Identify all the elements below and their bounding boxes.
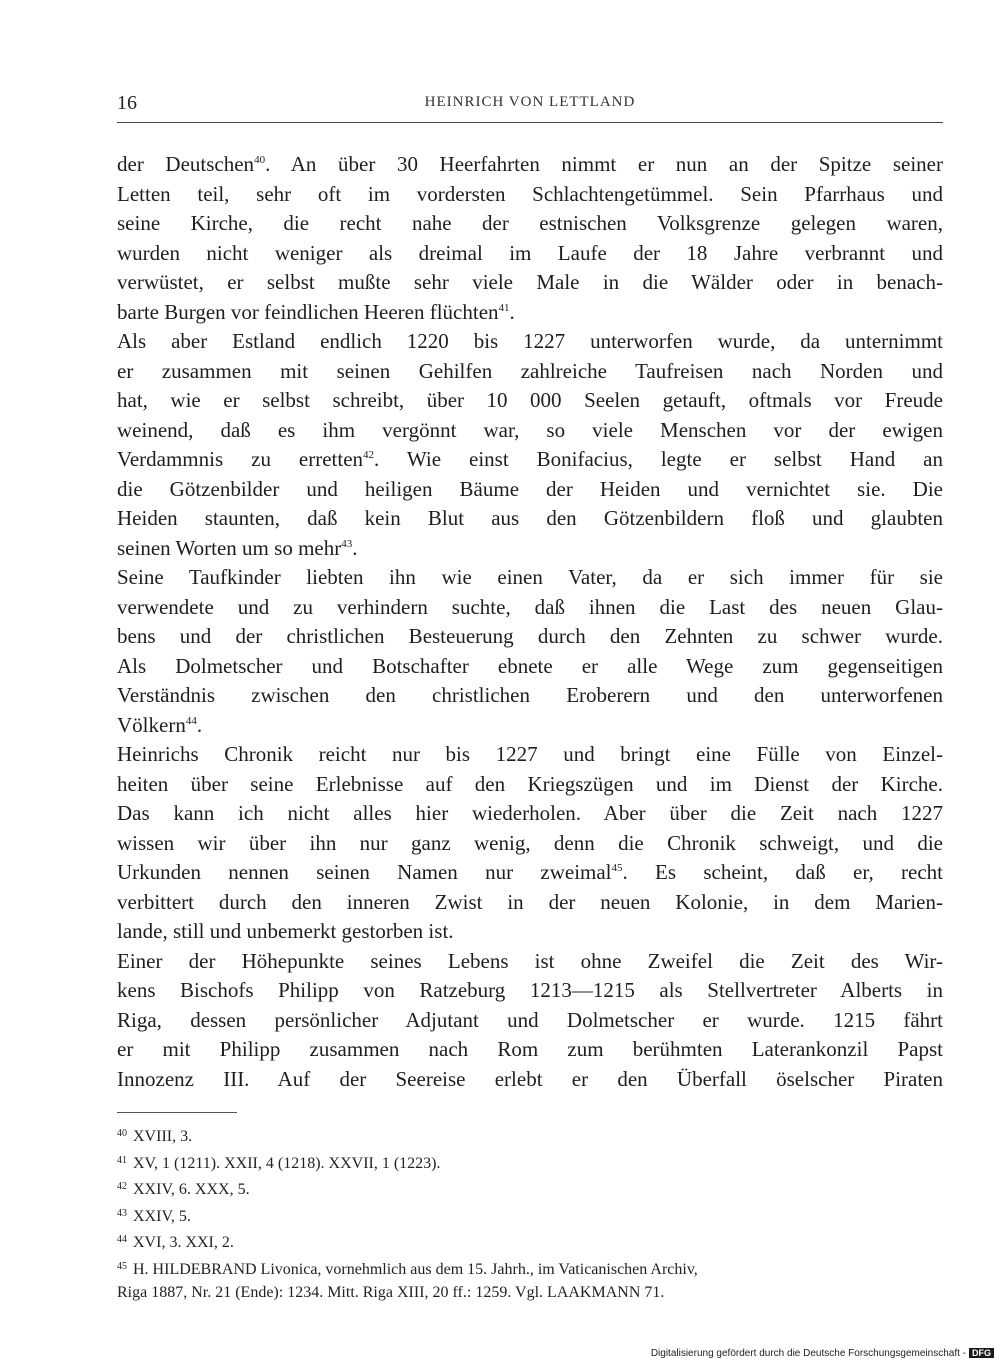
footnote xyxy=(117,1255,943,1282)
footnote-mark: 41 xyxy=(117,1154,127,1166)
footnote xyxy=(117,1202,943,1229)
page-header xyxy=(117,88,943,116)
footnote-ref[interactable]: 40 xyxy=(254,154,266,166)
footnote-text: XXIV, 6. XXX, 5. xyxy=(133,1181,250,1198)
text-line: Riga, dessen persönlicher Adjutant und Dolmetscher er wurde. 1215 fährt xyxy=(117,1007,943,1032)
text-line: weinend, daß es ihm vergönnt war, so viele Menschen vor der ewigen xyxy=(117,417,943,442)
footnote-mark: 40 xyxy=(117,1128,127,1139)
dfg-logo: DFG xyxy=(969,1348,994,1358)
text-line: Urkunden nennen seinen Namen nur zweimal$^{45}$. Es scheint, daß er, recht xyxy=(117,860,943,884)
footnote-mark: 44 xyxy=(117,1234,127,1245)
text-line: verbittert durch den inneren Zwist in der neuen Kolonie, in dem Marien- xyxy=(117,889,943,914)
text-line: heiten über seine Erlebnisse auf den Kriegszügen und im Dienst der Kirche. xyxy=(117,771,943,796)
footnote xyxy=(117,1175,943,1202)
footnote-text: XVI, 3. XXI, 2. xyxy=(133,1234,234,1251)
text-line: Verdammnis zu erretten$^{42}$. Wie einst Bonifacius, legte er selbst Hand an xyxy=(117,447,944,471)
body-text xyxy=(117,150,943,1094)
text-line: barte Burgen vor feindlichen Heeren flüchten$^{41}$. xyxy=(117,299,515,324)
page-number: 16 xyxy=(117,92,137,114)
text-line: lande, still und unbemerkt gestorben ist. xyxy=(117,919,454,943)
footnote-mark: 43 xyxy=(117,1207,127,1219)
footnote xyxy=(117,1149,943,1176)
text-line: Das kann ich nicht alles hier wiederholen. Aber über die Zeit nach 1227 xyxy=(117,801,943,825)
text-line: Als Dolmetscher und Botschafter ebnete er alle Wege zum gegenseitigen xyxy=(117,653,943,678)
text-line: Völkern$^{44}$. xyxy=(117,712,203,737)
footnote-ref[interactable]: 44 xyxy=(185,714,197,727)
header-rule xyxy=(117,122,943,123)
footnote-rule xyxy=(117,1112,237,1113)
text-line: bens und der christlichen Besteuerung durch den Zehnten zu schwer wurde. xyxy=(117,624,943,648)
text-line: seinen Worten um so mehr$^{43}$. xyxy=(117,535,358,560)
text-line: Seine Taufkinder liebten ihn wie einen Vater, da er sich immer für sie xyxy=(117,565,943,589)
footnote xyxy=(117,1122,943,1149)
text-line: verwüstet, er selbst mußte sehr viele Male in die Wälder oder in benach- xyxy=(117,270,943,294)
text-line: Heiden staunten, daß kein Blut aus den Götzenbildern floß und glaubten xyxy=(117,506,943,530)
text-line: Einer der Höhepunkte seines Lebens ist ohne Zweifel die Zeit des Wir- xyxy=(117,948,943,973)
footnote-ref[interactable]: 45 xyxy=(611,862,623,874)
digitization-credit xyxy=(651,1348,994,1362)
text-line: Letten teil, sehr oft im vordersten Schlachtengetümmel. Sein Pfarrhaus und xyxy=(117,181,943,206)
text-line: wissen wir über ihn nur ganz wenig, denn die Chronik schweigt, und die xyxy=(117,830,943,855)
footnote-text: H. HILDEBRAND Livonica, vornehmlich aus dem 15. Jahrh., im Vaticanischen Archiv, xyxy=(133,1260,698,1278)
footnotes xyxy=(117,1122,943,1305)
text-line: Verständnis zwischen den christlichen Eroberern und den unterworfenen xyxy=(117,683,943,707)
text-line: er zusammen mit seinen Gehilfen zahlreiche Taufreisen nach Norden und xyxy=(117,358,943,383)
footnote-text: XV, 1 (1211). XXII, 4 (1218). XXVII, 1 (1223). xyxy=(133,1154,441,1172)
footnote-text: XVIII, 3. xyxy=(133,1128,193,1145)
footnote-mark: 45 xyxy=(117,1260,127,1272)
footnote-continuation: Riga 1887, Nr. 21 (Ende): 1234. Mitt. Riga XIII, 20 ff.: 1259. Vgl. LAAKMANN 71. xyxy=(117,1284,665,1301)
text-line: die Götzenbilder und heiligen Bäume der Heiden und vernichtet sie. Die xyxy=(117,476,943,501)
credit-text: Digitalisierung gefördert durch die Deutsche Forschungsgemeinschaft - xyxy=(650,1348,966,1359)
footnote-mark: 42 xyxy=(117,1181,127,1192)
text-line: Heinrichs Chronik reicht nur bis 1227 und bringt eine Fülle von Einzel- xyxy=(117,742,943,766)
footnote-ref[interactable]: 42 xyxy=(363,449,375,461)
text-line: kens Bischofs Philipp von Ratzeburg 1213—1215 als Stellvertreter Alberts in xyxy=(117,978,943,1002)
text-line: verwendete und zu verhindern suchte, daß ihnen die Last des neuen Glau- xyxy=(117,594,943,619)
text-line: wurden nicht weniger als dreimal im Laufe der 18 Jahre verbrannt und xyxy=(117,240,943,265)
text-line: Innozenz III. Auf der Seereise erlebt er den Überfall öselscher Piraten xyxy=(117,1066,943,1091)
text-line: hat, wie er selbst schreibt, über 10 000 Seelen getauft, oftmals vor Freude xyxy=(117,388,943,412)
footnote-ref[interactable]: 43 xyxy=(341,537,353,550)
text-line: Als aber Estland endlich 1220 bis 1227 unterworfen wurde, da unternimmt xyxy=(117,329,943,353)
footnote-ref[interactable]: 41 xyxy=(498,301,510,314)
text-line: seine Kirche, die recht nahe der estnischen Volksgrenze gelegen waren, xyxy=(117,211,943,235)
running-title: HEINRICH VON LETTLAND xyxy=(424,94,636,110)
text-line: er mit Philipp zusammen nach Rom zum berühmten Laterankonzil Papst xyxy=(117,1037,943,1061)
text-line: der Deutschen$^{40}$. An über 30 Heerfahrten nimmt er nun an der Spitze seiner xyxy=(117,152,943,176)
footnote-text: XXIV, 5. xyxy=(133,1207,191,1225)
footnote xyxy=(117,1228,943,1255)
